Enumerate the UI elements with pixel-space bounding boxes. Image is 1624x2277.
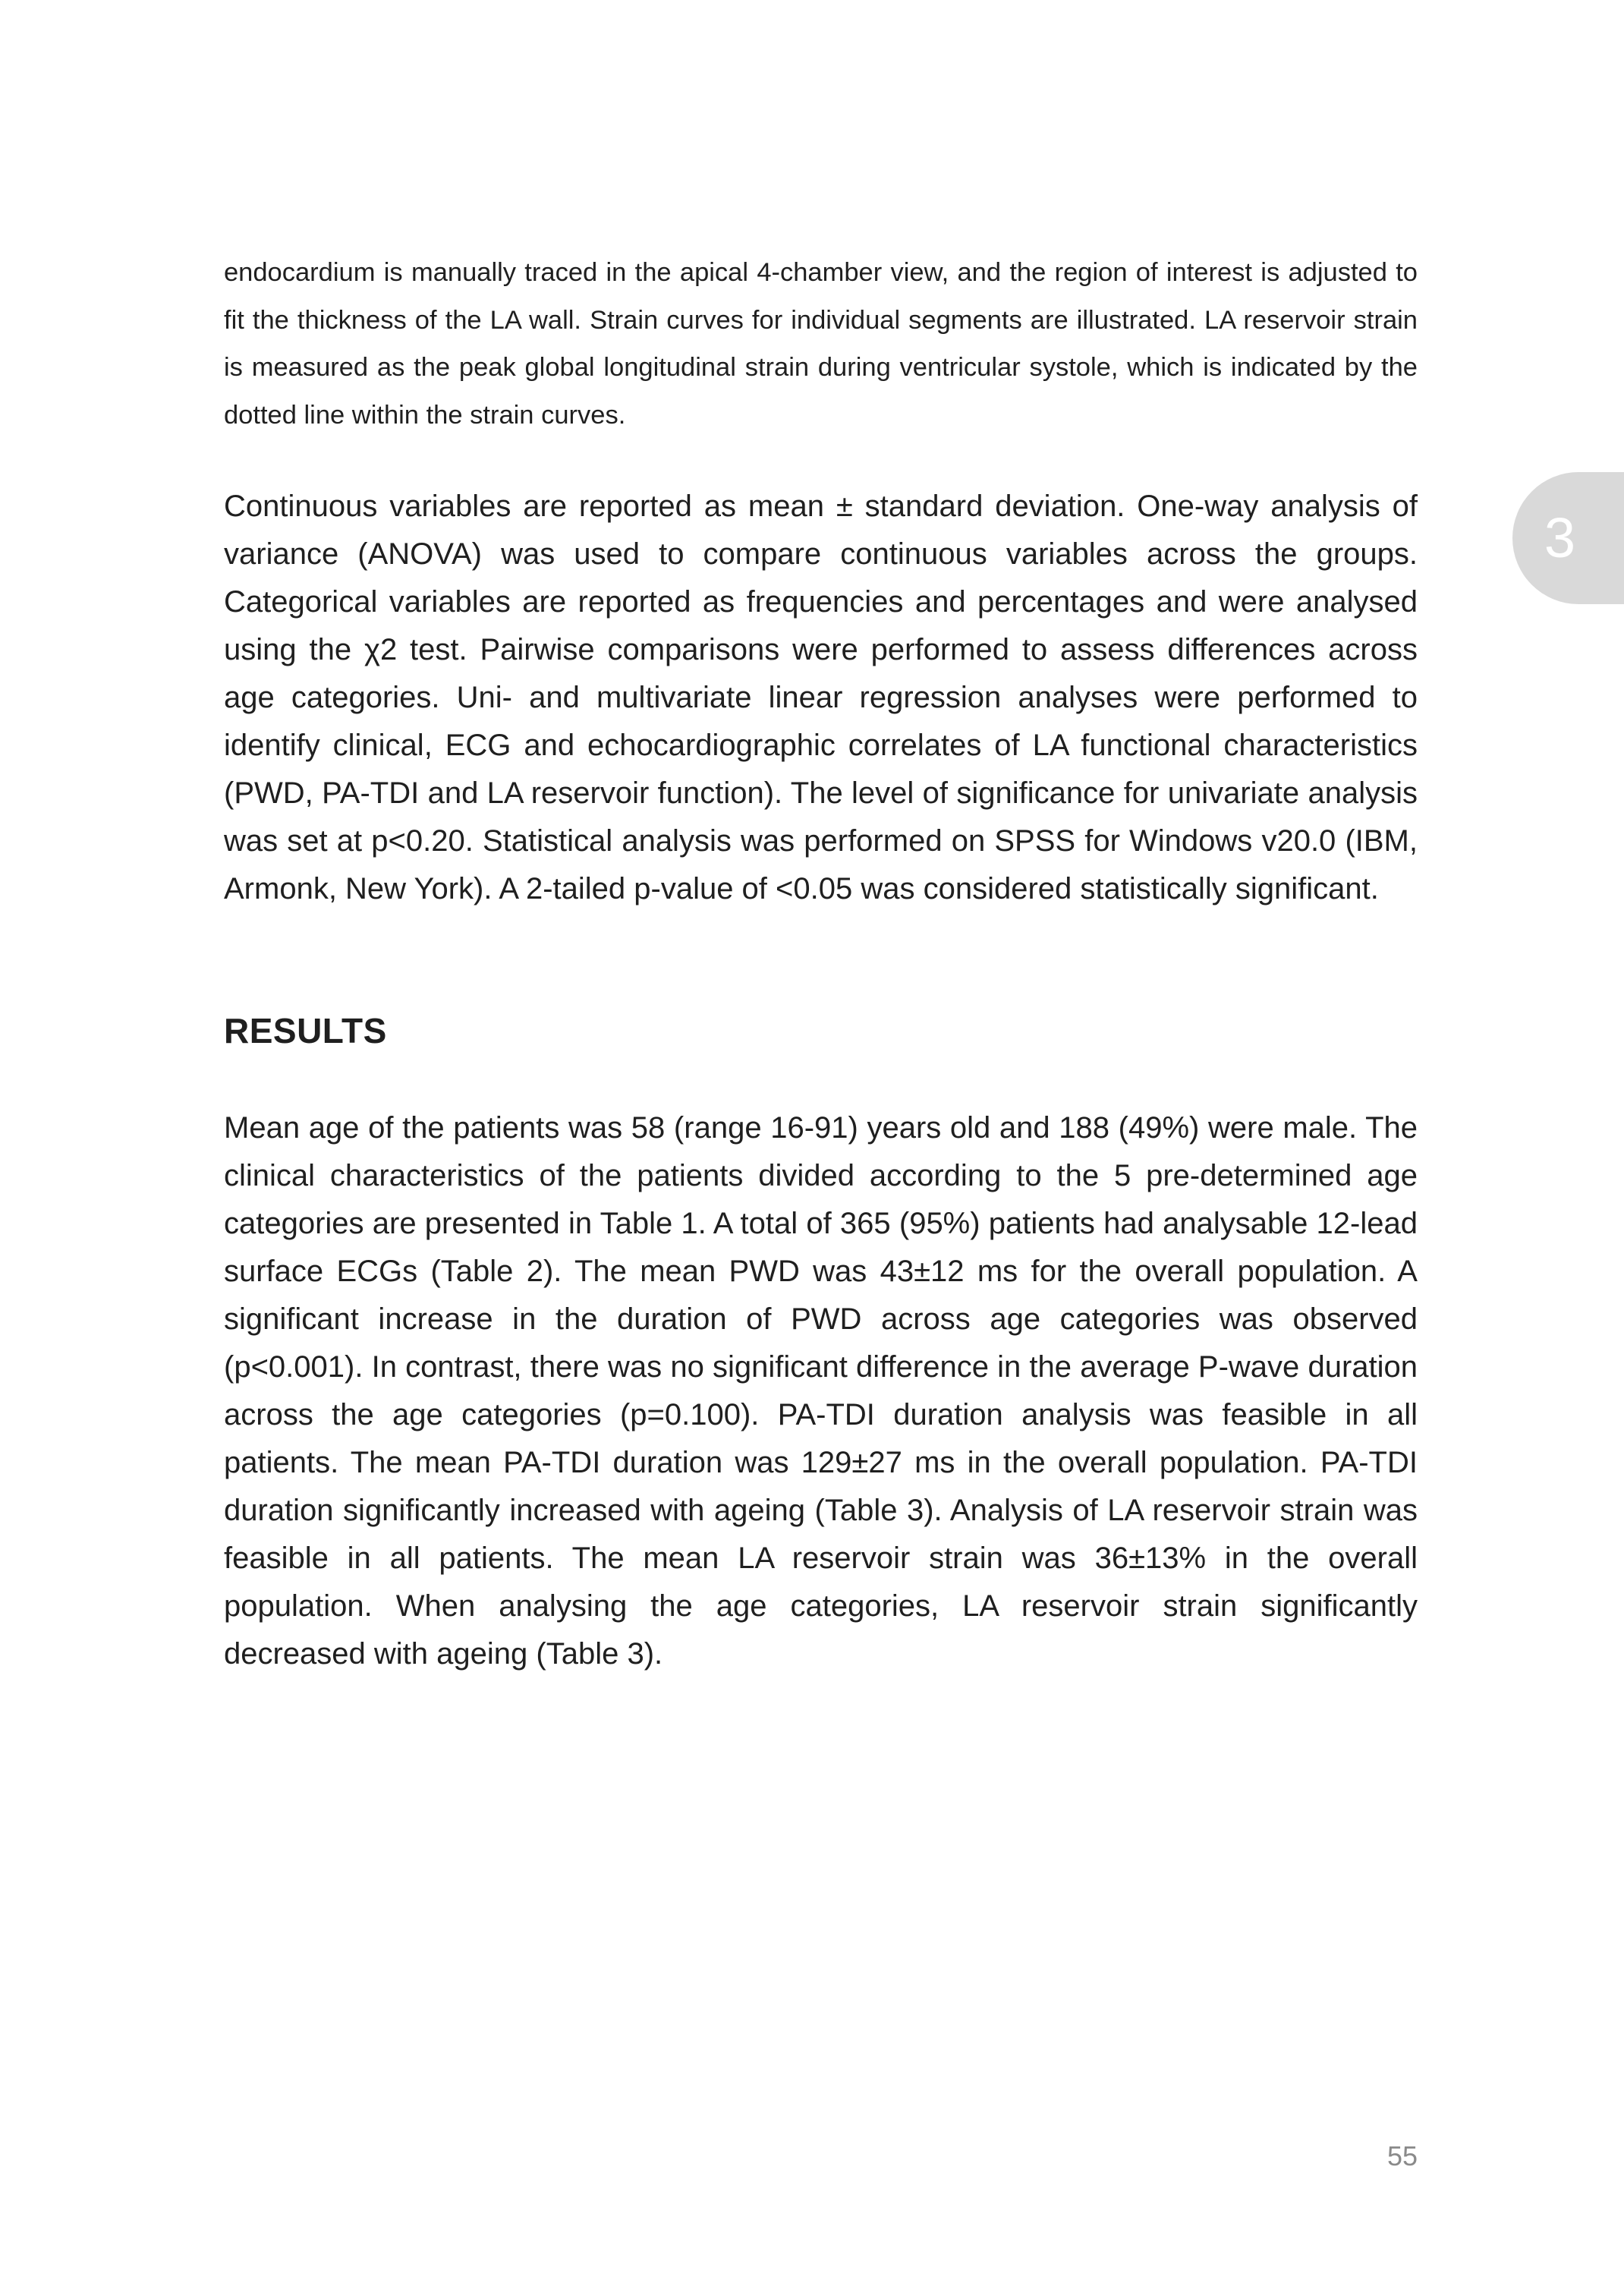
chapter-number: 3 xyxy=(1544,506,1576,569)
chapter-tab xyxy=(1512,472,1624,604)
figure-caption-continuation: endocardium is manually traced in the apical 4-chamber view, and the region of interest is adjusted to fit the thickness of the LA wall. Strain curves for individual segments are illustrated. LA reservoir strain is measured as the peak global longitudinal strain during ventricular systole, which is indicated by the dotted line within the strain curves. xyxy=(224,258,1418,430)
page-number: 55 xyxy=(1386,2140,1418,2171)
results-paragraph: Mean age of the patients was 58 (range 16-91) years old and 188 (49%) were male. The clinical characteristics of the patients divided according to the 5 pre-determined age categories are presented in Table 1. A total of 365 (95%) patients had analysable 12-lead surface ECGs (Table 2). The mean PWD was 43±12 ms for the overall population. A significant increase in the duration of PWD across age categories was observed (p<0.001). In contrast, there was no significant difference in the average P-wave duration across the age categories (p=0.100). PA-TDI duration analysis was feasible in all patients. The mean PA-TDI duration was 129±27 ms in the overall population. PA-TDI duration significantly increased with ageing (Table 3). Analysis of LA reservoir strain was feasible in all patients. The mean LA reservoir strain was 36±13% in the overall population. When analysing the age categories, LA reservoir strain significantly decreased with ageing (Table 3). xyxy=(224,1111,1418,1671)
results-heading: RESULTS xyxy=(224,1011,387,1050)
statistical-analysis-paragraph: Continuous variables are reported as mean ± standard deviation. One-way analysis of variance (ANOVA) was used to compare continuous variables across the groups. Categorical variables are reported as frequencies and percentages and were analysed using the χ2 test. Pairwise comparisons were performed to assess differences across age categories. Uni- and multivariate linear regression analyses were performed to identify clinical, ECG and echocardiographic correlates of LA functional characteristics (PWD, PA-TDI and LA reservoir function). The level of significance for univariate analysis was set at p<0.20. Statistical analysis was performed on SPSS for Windows v20.0 (IBM, Armonk, New York). A 2-tailed p-value of <0.05 was considered statistically significant. xyxy=(224,490,1418,905)
